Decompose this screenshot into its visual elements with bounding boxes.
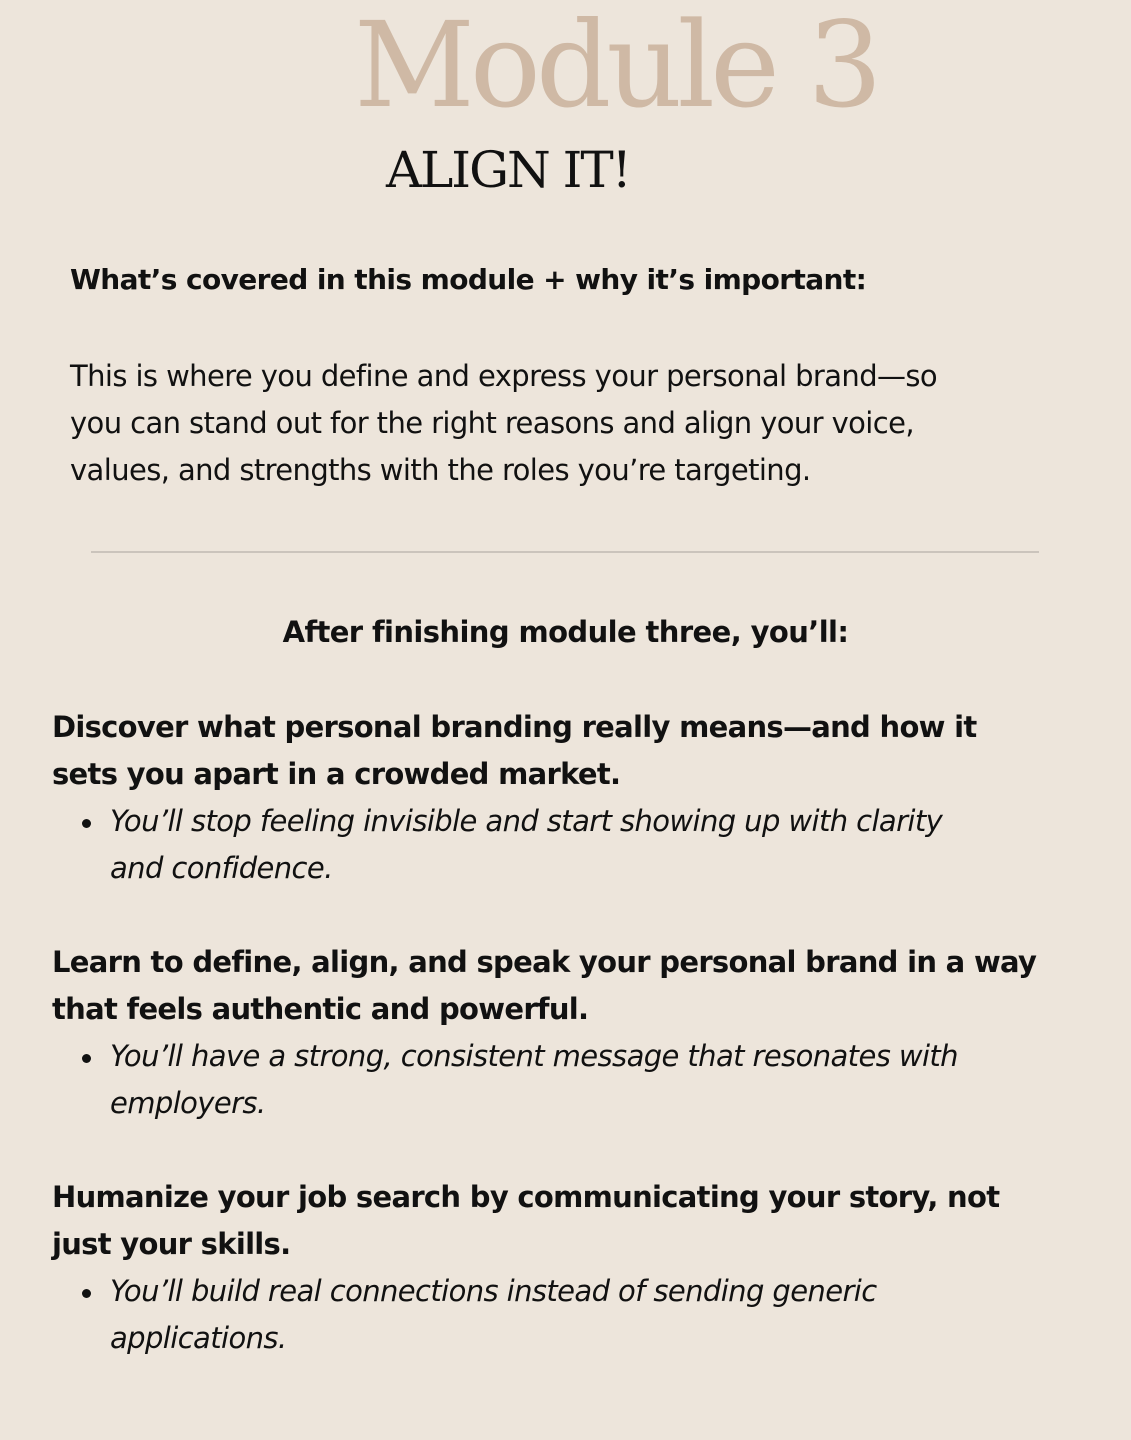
module-title: Module 3: [354, 0, 878, 134]
benefit-line: You’ll build real connections instead of sending generic: [110, 1274, 877, 1308]
bullet-icon: [82, 1289, 91, 1298]
outcome-title-line: just your skills.: [52, 1227, 291, 1261]
overview-line: you can stand out for the right reasons and align your voice,: [70, 406, 914, 440]
benefit-line: You’ll have a strong, consistent message that resonates with: [110, 1039, 958, 1073]
outcome-benefit: [52, 1268, 1112, 1362]
section-divider: [91, 551, 1039, 553]
benefit-line: applications.: [110, 1321, 287, 1355]
outcome-benefit: [52, 1033, 1112, 1127]
overview-line: This is where you define and express your personal brand—so: [70, 359, 938, 393]
module-subtitle: ALIGN IT!: [386, 141, 630, 199]
outcome-title: [52, 704, 1112, 798]
bullet-icon: [82, 1054, 91, 1063]
bullet-icon: [82, 819, 91, 828]
outcome-item: [52, 704, 1112, 892]
benefit-line: employers.: [110, 1086, 266, 1120]
outcome-title-line: that feels authentic and powerful.: [52, 992, 589, 1026]
outcome-title-line: Discover what personal branding really means—and how it: [52, 710, 977, 744]
outcomes-heading: After finishing module three, you’ll:: [282, 615, 849, 649]
outcome-item: [52, 1174, 1112, 1362]
overview-line: values, and strengths with the roles you’re targeting.: [70, 453, 811, 487]
outcome-benefit: [52, 798, 1112, 892]
outcome-title-line: sets you apart in a crowded market.: [52, 757, 621, 791]
outcome-title-line: Humanize your job search by communicating your story, not: [52, 1180, 1000, 1214]
overview-heading: What’s covered in this module + why it’s important:: [70, 263, 867, 296]
benefit-line: You’ll stop feeling invisible and start showing up with clarity: [110, 804, 943, 838]
outcome-title: [52, 939, 1112, 1033]
outcome-item: [52, 939, 1112, 1127]
benefit-line: and confidence.: [110, 851, 333, 885]
overview-text: [70, 353, 1070, 494]
outcome-title-line: Learn to define, align, and speak your personal brand in a way: [52, 945, 1037, 979]
outcome-title: [52, 1174, 1112, 1268]
